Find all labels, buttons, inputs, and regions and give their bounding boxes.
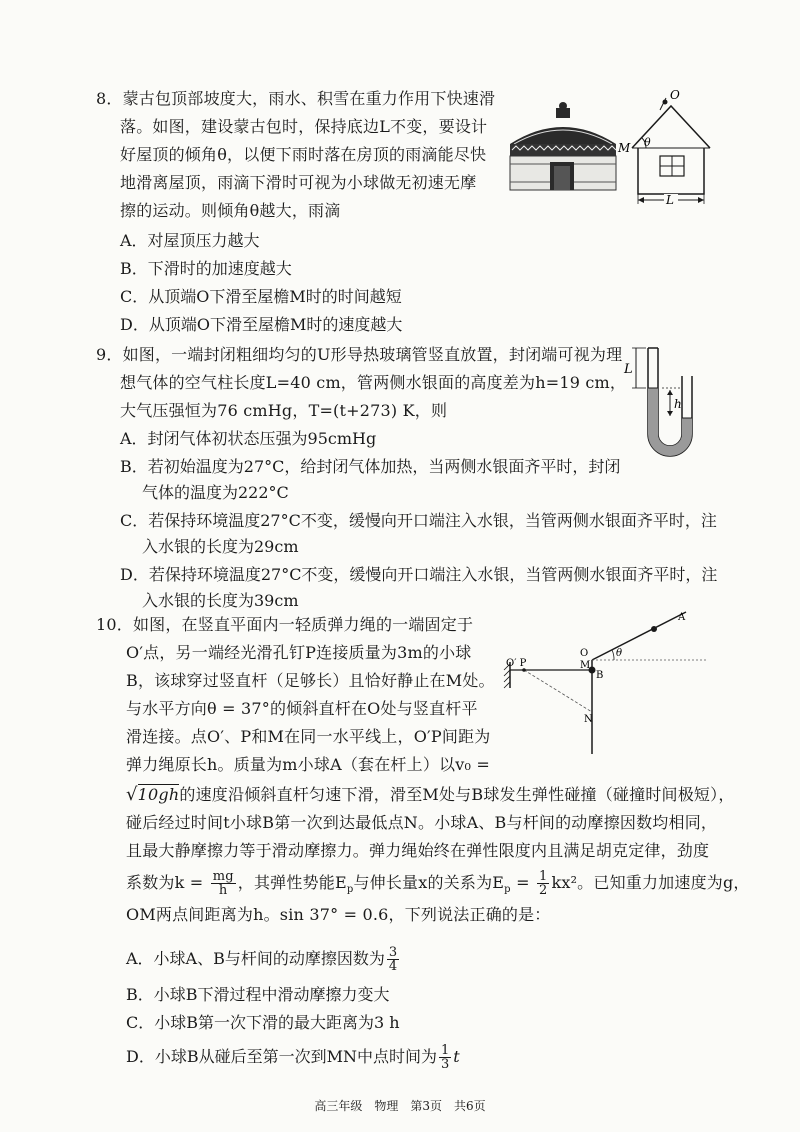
q10-option-d-t: t: [453, 1047, 460, 1066]
q9-line-2: 想气体的空气柱长度L=40 cm，管两侧水银面的高度差为h=19 cm，: [120, 373, 627, 392]
frac-den: h: [218, 883, 228, 898]
q10-line-9: 且最大静摩擦力等于滑动摩擦力。弹力绳始终在弹性限度内且满足胡克定律，劲度: [126, 841, 710, 860]
fig-label-l: L: [666, 193, 674, 207]
q8-line-3: 好屋顶的倾角θ，以便下雨时落在房顶的雨滴能尽快: [120, 145, 487, 164]
fig-label-o: O: [580, 648, 589, 659]
rod-cord-diagram: [496, 608, 726, 758]
q10-option-b: B．小球B下滑过程中滑动摩擦力变大: [126, 985, 390, 1004]
fig-label-l: L: [624, 362, 633, 377]
q10-line-6: 弹力绳原长h。质量为m小球A（套在杆上）以v₀ =: [126, 755, 490, 774]
q10-option-d: [126, 1044, 460, 1071]
q10-line-5: 滑连接。点O′、P和M在同一水平线上，O′P间距为: [126, 727, 491, 746]
q9-option-d-cont: 入水银的长度为39cm: [142, 591, 299, 610]
sub-p-2: p: [504, 884, 511, 896]
fraction-3-4: [387, 946, 399, 973]
q8-line-5: 擦的运动。则倾角θ越大，雨滴: [120, 201, 341, 220]
fraction-mg-h: [211, 870, 236, 897]
frac-a-num: 3: [388, 945, 398, 960]
q9-option-b: B．若初始温度为27°C，给封闭气体加热，当两侧水银面齐平时，封闭: [120, 457, 621, 476]
q9-option-b-cont: 气体的温度为222°C: [142, 483, 289, 502]
q10-option-d-text: D．小球B从碰后至第一次到MN中点时间为: [126, 1047, 437, 1066]
q10-k-label: 系数为k =: [126, 873, 209, 892]
fig-label-m: M: [618, 141, 631, 155]
frac2-den: 2: [538, 883, 548, 898]
fig-label-op: O′ P: [506, 658, 527, 669]
q10-line-8: 碰后经过时间t小球B第一次到达最低点N。小球A、B与杆间的动摩擦因数均相同，: [126, 813, 718, 832]
frac-d-num: 1: [440, 1043, 450, 1058]
sqrt-expression: √10gh: [126, 784, 180, 805]
fig-label-theta: θ: [644, 136, 651, 149]
q10-line-10: [126, 870, 750, 901]
q8-line-4: 地滑离屋顶，雨滴下滑时可视为小球做无初速无摩: [120, 173, 477, 192]
q8-option-a: A．对屋顶压力越大: [120, 231, 260, 250]
fig-label-o: O: [670, 90, 680, 102]
fraction-1-3: [439, 1044, 451, 1071]
q10-equals: =: [510, 873, 535, 892]
fig-label-n: N: [584, 714, 593, 725]
q10-line-10-end: kx²。已知重力加速度为g，: [551, 873, 750, 892]
fraction-1-2: [537, 870, 549, 897]
fig-label-b: B: [596, 670, 604, 681]
frac-a-den: 4: [388, 959, 398, 974]
q10-option-a-text: A．小球A、B与杆间的动摩擦因数为: [126, 949, 385, 968]
q10-line-7: [126, 784, 735, 806]
fig-label-theta: θ: [616, 648, 623, 659]
q10-option-c: C．小球B第一次下滑的最大距离为3 h: [126, 1013, 400, 1032]
q10-line-7-text: 的速度沿倾斜直杆匀速下滑，滑至M处与B球发生弹性碰撞（碰撞时间极短），: [179, 785, 735, 804]
q8-option-b: B．下滑时的加速度越大: [120, 259, 292, 278]
u-tube-diagram: [622, 338, 718, 468]
q9-option-c-cont: 入水银的长度为29cm: [142, 537, 299, 556]
q8-option-d: D．从顶端O下滑至屋檐M时的速度越大: [120, 315, 403, 334]
q9-option-d: D．若保持环境温度27°C不变，缓慢向开口端注入水银，当管两侧水银面齐平时，注: [120, 565, 718, 584]
q10-relation-text: 与伸长量x的关系为E: [353, 873, 505, 892]
q10-line-2: O′点，另一端经光滑孔钉P连接质量为3m的小球: [126, 643, 472, 662]
q10-line-11: OM两点间距离为h。sin 37° = 0.6，下列说法正确的是：: [126, 905, 551, 924]
q10-option-a: [126, 946, 401, 973]
q9-line-3: 大气压强恒为76 cmHg，T=(t+273) K，则: [120, 401, 448, 420]
fig-label-h: h: [674, 397, 682, 411]
frac-d-den: 3: [440, 1057, 450, 1072]
q8-option-c: C．从顶端O下滑至屋檐M时的时间越短: [120, 287, 402, 306]
q8-line-2: 落。如图，建设蒙古包时，保持底边L不变，要设计: [120, 117, 488, 136]
frac-num: mg: [212, 869, 234, 884]
roof-diagram: [616, 90, 726, 208]
sub-p-1: p: [346, 884, 354, 896]
sqrt-radicand: 10gh: [137, 785, 180, 804]
yurt-illustration: [500, 100, 626, 194]
q9-option-c: C．若保持环境温度27°C不变，缓慢向开口端注入水银，当管两侧水银面齐平时，注: [120, 511, 717, 530]
q10-line-1: 10．如图，在竖直平面内一轻质弹力绳的一端固定于: [96, 615, 474, 634]
fig-label-m: M: [580, 660, 591, 671]
q9-option-a: A．封闭气体初状态压强为95cmHg: [120, 429, 377, 448]
q10-ep-text: ，其弹性势能E: [237, 873, 347, 892]
page-footer: 高三年级 物理 第3页 共6页: [314, 1099, 486, 1113]
q10-line-4: 与水平方向θ = 37°的倾斜直杆在O处与竖直杆平: [126, 699, 478, 718]
q10-line-3: B，该球穿过竖直杆（足够长）且恰好静止在M处。: [126, 671, 495, 690]
q9-line-1: 9．如图，一端封闭粗细均匀的U形导热玻璃管竖直放置，封闭端可视为理: [96, 345, 623, 364]
fig-label-a: A: [678, 612, 686, 623]
frac2-num: 1: [538, 869, 548, 884]
q8-line-1: 8．蒙古包顶部坡度大，雨水、积雪在重力作用下快速滑: [96, 89, 496, 108]
